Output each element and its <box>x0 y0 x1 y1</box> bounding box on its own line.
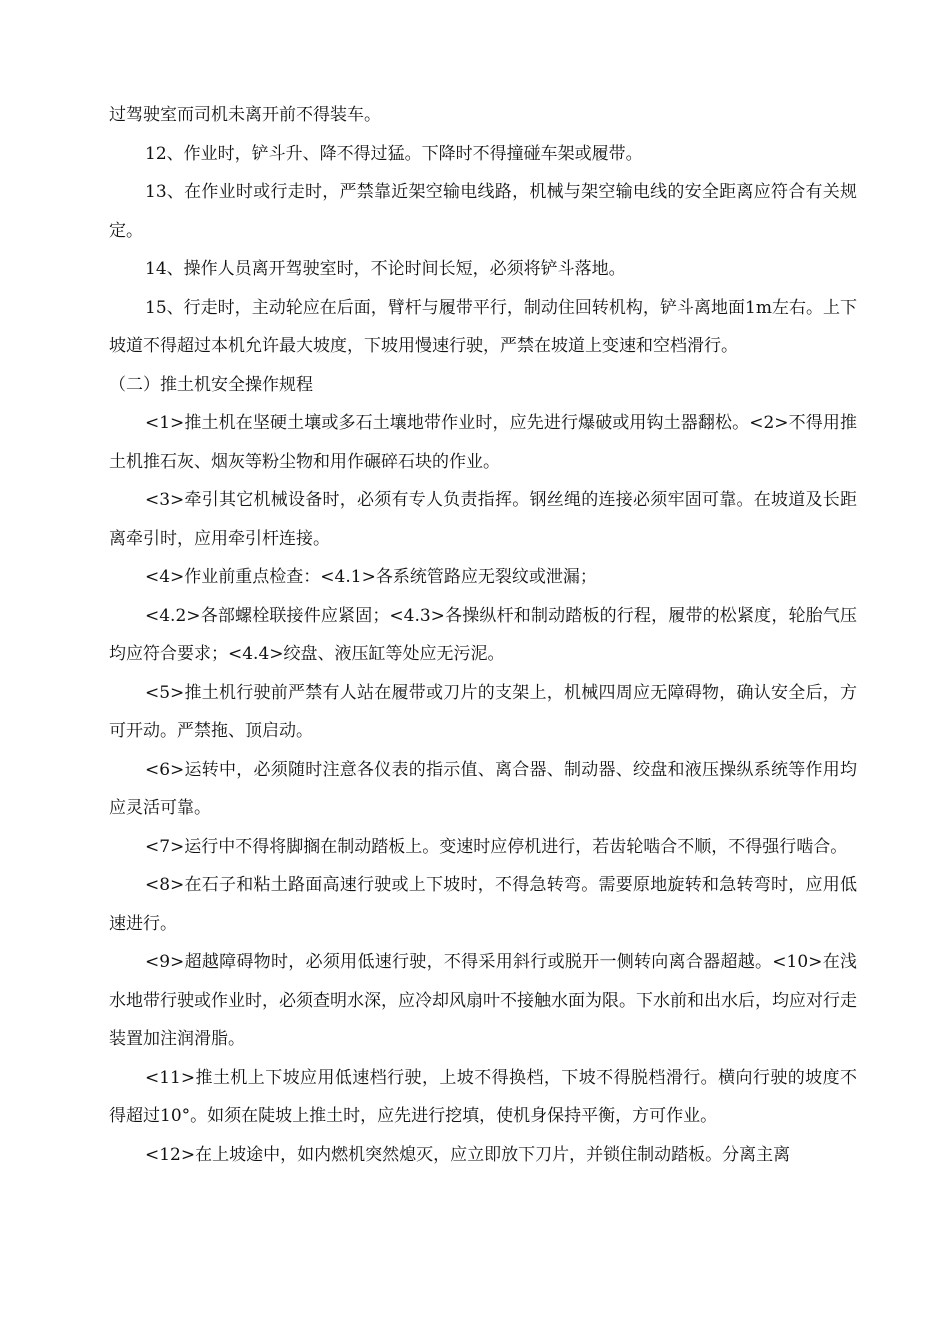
paragraph-continuation: 过驾驶室而司机未离开前不得装车。 <box>109 105 381 125</box>
paragraph-item-12: 12、作业时，铲斗升、降不得过猛。下降时不得撞碰车架或履带。 <box>145 143 643 164</box>
paragraph-rule-3: <3>牵引其它机械设备时，必须有专人负责指挥。钢丝绳的连接必须牢固可靠。在坡道及长距离牵引时，应用牵引杆连接。 <box>109 490 857 549</box>
paragraph-rule-9: <9>超越障碍物时，必须用低速行驶，不得采用斜行或脱开一侧转向离合器超越。<10>在浅水地带行驶或作业时，必须查明水深，应冷却风扇叶不接触水面为限。下水前和出水后，均应对行走装置加注润滑脂。 <box>109 952 857 1049</box>
paragraph-rule-5: <5>推土机行驶前严禁有人站在履带或刀片的支架上，机械四周应无障碍物，确认安全后，方可开动。严禁拖、顶启动。 <box>109 682 857 741</box>
paragraph-item-15: 15、行走时，主动轮应在后面，臂杆与履带平行，制动住回转机构，铲斗离地面1m左右。上下坡道不得超过本机允许最大坡度，下坡用慢速行驶，严禁在坡道上变速和空档滑行。 <box>109 297 857 356</box>
section-heading: （二）推土机安全操作规程 <box>109 374 313 395</box>
paragraph-rule-4: <4>作业前重点检查：<4.1>各系统管路应无裂纹或泄漏； <box>145 567 597 587</box>
paragraph-item-14: 14、操作人员离开驾驶室时，不论时间长短，必须将铲斗落地。 <box>145 259 626 279</box>
paragraph-rule-8: <8>在石子和粘土路面高速行驶或上下坡时，不得急转弯。需要原地旋转和急转弯时，应用低速进行。 <box>109 875 857 934</box>
paragraph-rule-12: <12>在上坡途中，如内燃机突然熄灭，应立即放下刀片，并锁住制动踏板。分离主离 <box>145 1144 791 1165</box>
paragraph-rule-1: <1>推土机在坚硬土壤或多石土壤地带作业时，应先进行爆破或用钩土器翻松。<2>不得用推土机推石灰、烟灰等粉尘物和用作碾碎石块的作业。 <box>109 413 857 472</box>
document-body <box>109 96 857 1174</box>
paragraph-item-13: 13、在作业时或行走时，严禁靠近架空输电线路，机械与架空输电线的安全距离应符合有关规定。 <box>109 182 857 241</box>
paragraph-rule-6: <6>运转中，必须随时注意各仪表的指示值、离合器、制动器、绞盘和液压操纵系统等作用均应灵活可靠。 <box>109 759 857 818</box>
paragraph-rule-7: <7>运行中不得将脚搁在制动踏板上。变速时应停机进行，若齿轮啮合不顺，不得强行啮合。 <box>145 836 848 857</box>
paragraph-rule-4-2: <4.2>各部螺栓联接件应紧固；<4.3>各操纵杆和制动踏板的行程，履带的松紧度，轮胎气压均应符合要求；<4.4>绞盘、液压缸等处应无污泥。 <box>109 605 857 664</box>
paragraph-rule-11: <11>推土机上下坡应用低速档行驶，上坡不得换档，下坡不得脱档滑行。横向行驶的坡度不得超过10°。如须在陡坡上推土时，应先进行挖填，使机身保持平衡，方可作业。 <box>109 1067 857 1126</box>
